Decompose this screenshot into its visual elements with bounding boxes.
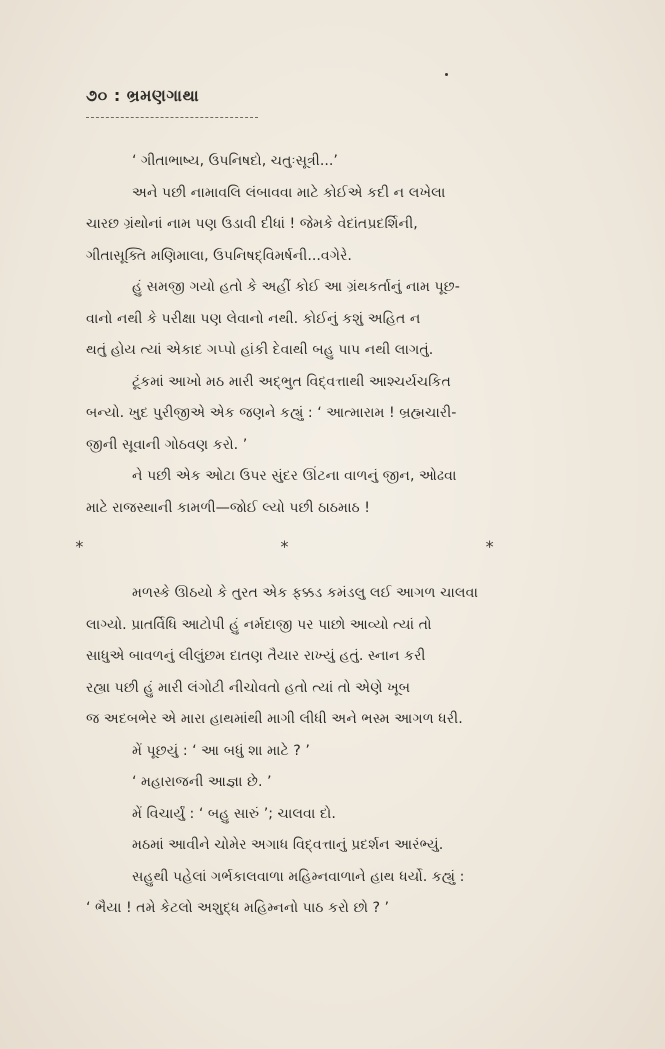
text-line: લાગ્યો. પ્રાતર્વિધિ આટોપી હું નર્મદાજી પર પાછો આવ્યો ત્યાં તો — [86, 616, 432, 633]
text-line: મેં પૂછયું : ‘ આ બધું શા માટે ? ’ — [132, 742, 310, 759]
text-line: જ અદબભેર એ મારા હાથમાંથી માગી લીધી અને ભસ્મ આગળ ધરી. — [86, 711, 463, 727]
text-line: મેં વિચાર્યું : ‘ બહુ સારું ’; ચાલવા દો. — [132, 805, 336, 822]
text-line: મળસ્કે ઊઠયો કે તુરત એક ફક્કડ કમંડલુ લઈ આગળ ચાલવા — [132, 585, 478, 601]
text-line: ટૂંકમાં આખો મઠ મારી અદ્‌ભુત વિદ્‌વત્તાથી આશ્ચર્યચકિત — [132, 373, 451, 390]
text-line: વાનો નથી કે પરીક્ષા પણ લેવાનો નથી. કોઈનું કશું અહિત ન — [86, 310, 421, 327]
text-line: માટે રાજસ્થાની કામળી—જોઈ લ્યો પછી ઠાઠમાઠ ! — [86, 499, 370, 516]
header-underline — [86, 113, 258, 118]
text-line: બન્યો. ખુદ પુરીજીએ એક જણને કહ્યું : ‘ આત્મારામ ! બ્રહ્મચારી- — [86, 405, 457, 421]
text-line: ને પછી એક ઓટા ઉપર સુંદર ઊંટના વાળનું જીન, ઓઢવા — [132, 468, 457, 484]
section-separator: * * * — [75, 537, 590, 556]
text-line: હું સમજી ગયો હતો કે અહીં કોઈ આ ગ્રંથકર્તાનું નામ પૂછ- — [132, 279, 460, 295]
text-line: ગીતાસૂક્તિ મણિમાલા, ઉપનિષદ્‌વિમર્ષની...વગેરે. — [86, 247, 352, 264]
text-line: ‘ ગીતાભાષ્ય, ઉપનિષદો, ચતુઃસૂત્રી...’ — [132, 153, 338, 169]
text-line: ચારછ ગ્રંથોનાં નામ પણ ઉડાવી દીધાં ! જેમકે વેદાંતપ્રદર્શિની, — [86, 216, 418, 232]
running-header: ૭૦ : ભ્રમણગાથા — [86, 86, 200, 105]
print-speck — [445, 73, 448, 76]
text-line: મઠમાં આવીને ચોમેર અગાધ વિદ્‌વત્તાનું પ્રદર્શન આરંભ્યું. — [132, 837, 444, 853]
text-line: જીની સૂવાની ગોઠવણ કરો. ’ — [86, 436, 248, 453]
text-line: અને પછી નામાવલિ લંબાવવા માટે કોઈએ કદી ન લખેલા — [132, 184, 446, 201]
text-line: ‘ મહારાજની આજ્ઞા છે. ’ — [132, 774, 272, 790]
text-line: ‘ ભૈયા ! તમે કેટલો અશુદ્ધ મહિમ્નનો પાઠ કરો છો ? ’ — [86, 900, 390, 916]
section-2-text — [86, 578, 572, 925]
text-line: રહ્યા પછી હું મારી લંગોટી નીચોવતો હતો ત્યાં તો એણે ખૂબ — [86, 679, 411, 696]
section-1-text — [86, 146, 572, 524]
text-line: સહુથી પહેલાં ગર્ભકાલવાળા મહિમ્નવાળાને હાથ ધર્યો. કહ્યું : — [132, 868, 465, 885]
text-line: સાધુએ બાવળનું લીલુંછમ દાતણ તૈયાર રાખ્યું હતું. સ્નાન કરી — [86, 648, 426, 664]
text-line: થતું હોય ત્યાં એકાદ ગપ્પો હાંકી દેવાથી બહુ પાપ નથી લાગતું. — [86, 342, 434, 358]
